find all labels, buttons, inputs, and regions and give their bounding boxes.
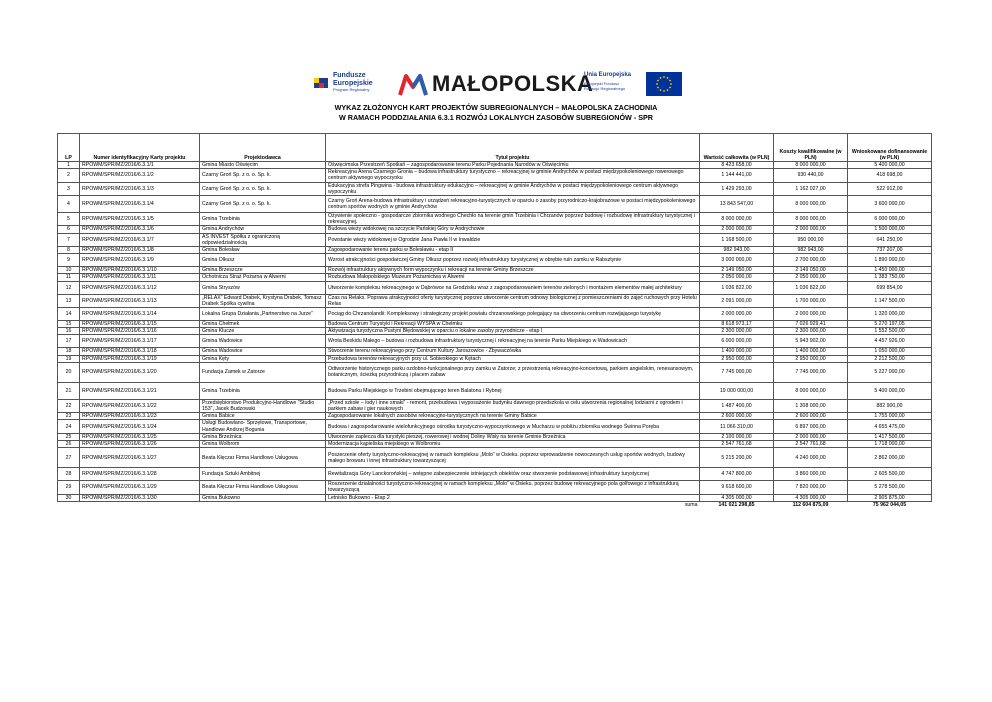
row-org: Gmina Brzeszcze xyxy=(200,267,326,274)
row-total: 6 000 000,00 xyxy=(700,335,774,348)
row-total: 1 036 822,00 xyxy=(700,281,774,294)
row-total: 5 215 200,00 xyxy=(700,448,774,468)
unia-europejska-logo xyxy=(584,70,684,98)
row-lp: 26 xyxy=(58,441,80,448)
table-row xyxy=(58,420,932,433)
row-id: RPOWM/SPR/MZ/2016/6.3.1/13 xyxy=(80,294,200,307)
row-id: RPOWM/SPR/MZ/2016/6.3.1/30 xyxy=(80,494,200,501)
row-org: Gmina Chełmek xyxy=(200,321,326,328)
row-eligible: 8 000 000,00 xyxy=(774,382,848,399)
row-total: 2 600 000,00 xyxy=(700,413,774,420)
row-title: Oświęcimska Przestrzeń Spotkań – zagospodarowanie terenu Parku Pojednania Narodów w Oświęcimiu xyxy=(326,162,700,169)
row-org: Gmina Wadowice xyxy=(200,348,326,355)
row-eligible: 2 700 000,00 xyxy=(774,254,848,267)
table-row xyxy=(58,494,932,501)
row-org: Lokalna Grupa Działania „Partnerstwo na Jurze” xyxy=(200,308,326,321)
row-org: Gmina Klucze xyxy=(200,328,326,335)
row-requested: 5 278 500,00 xyxy=(848,481,932,494)
row-title: Budowa i zagospodarowanie wielofunkcyjnego ośrodka turystyczno-wypoczynkowego w Mucharzu w pobliżu zbiornika wodnego Świnna Poręba xyxy=(326,420,700,433)
row-eligible: 2 950 000,00 xyxy=(774,355,848,362)
row-eligible: 930 440,00 xyxy=(774,169,848,182)
row-eligible: 2 300 000,00 xyxy=(774,328,848,335)
eu-star-icon xyxy=(669,80,671,82)
row-requested: 1 718 000,00 xyxy=(848,441,932,448)
row-org: Gmina Trzebinia xyxy=(200,382,326,399)
row-lp: 30 xyxy=(58,494,80,501)
row-lp: 12 xyxy=(58,281,80,294)
row-total: 2 950 000,00 xyxy=(700,355,774,362)
table-row xyxy=(58,328,932,335)
row-requested: 1 890 000,00 xyxy=(848,254,932,267)
row-eligible: 3 860 000,00 xyxy=(774,468,848,481)
row-requested: 1 417 500,00 xyxy=(848,433,932,440)
row-lp: 27 xyxy=(58,448,80,468)
table-row xyxy=(58,267,932,274)
malopolska-mark-icon xyxy=(398,73,428,97)
row-lp: 17 xyxy=(58,335,80,348)
row-total: 2 000 000,00 xyxy=(700,226,774,233)
row-lp: 1 xyxy=(58,162,80,169)
eu-star-icon xyxy=(669,87,671,89)
row-id: RPOWM/SPR/MZ/2016/6.3.1/2 xyxy=(80,169,200,182)
row-org: Gmina Wolbrom xyxy=(200,441,326,448)
row-eligible: 7 820 000,00 xyxy=(774,481,848,494)
ue-line2: Europejski Fundusz xyxy=(584,81,620,86)
row-lp: 22 xyxy=(58,399,80,412)
row-org: Gmina Miasto Oświęcim xyxy=(200,162,326,169)
row-id: RPOWM/SPR/MZ/2016/6.3.1/8 xyxy=(80,247,200,254)
row-total: 19 000 000,00 xyxy=(700,382,774,399)
eu-star-icon xyxy=(663,90,665,92)
row-id: RPOWM/SPR/MZ/2016/6.3.1/1 xyxy=(80,162,200,169)
row-requested: 1 552 500,00 xyxy=(848,328,932,335)
row-lp: 25 xyxy=(58,433,80,440)
row-requested: 1 320 000,00 xyxy=(848,308,932,321)
row-id: RPOWM/SPR/MZ/2016/6.3.1/4 xyxy=(80,196,200,213)
row-id: RPOWM/SPR/MZ/2016/6.3.1/26 xyxy=(80,441,200,448)
ue-line3: Rozwoju Regionalnego xyxy=(584,86,626,91)
header-lp: LP xyxy=(58,134,80,162)
row-eligible: 1 308 000,00 xyxy=(774,399,848,412)
title-line2: W RAMACH PODDZIAŁANIA 6.3.1 ROZWÓJ LOKALNYCH ZASOBÓW SUBREGIONÓW - SPR xyxy=(339,113,653,122)
row-id: RPOWM/SPR/MZ/2016/6.3.1/27 xyxy=(80,448,200,468)
table-row xyxy=(58,213,932,226)
malopolska-logo xyxy=(398,70,594,100)
sum-requested: 75 962 044,05 xyxy=(872,501,907,508)
row-eligible: 2 000 000,00 xyxy=(774,308,848,321)
row-lp: 15 xyxy=(58,321,80,328)
row-eligible: 2 547 761,68 xyxy=(774,441,848,448)
table-row xyxy=(58,399,932,412)
row-requested: 5 227 000,00 xyxy=(848,362,932,382)
row-id: RPOWM/SPR/MZ/2016/6.3.1/17 xyxy=(80,335,200,348)
table-row xyxy=(58,196,932,213)
row-org: Gmina Kęty xyxy=(200,355,326,362)
fe-flag-icon xyxy=(312,74,330,92)
row-requested: 3 600 000,00 xyxy=(848,196,932,213)
eu-star-icon xyxy=(660,89,662,91)
row-total: 2 149 050,00 xyxy=(700,267,774,274)
row-title: Stworzenie terenu rekreacyjnego przy Centrum Kultury Jaroszowice - Zbywaczówka xyxy=(326,348,700,355)
row-title: Utworzenie kompleksu rekreacyjnego w Dąbrówce na Grodzisku wraz z zagospodarowaniem terenów zielonych i montażem elementów małej architektury xyxy=(326,281,700,294)
row-eligible: 2 600 000,00 xyxy=(774,413,848,420)
row-total: 2 091 000,00 xyxy=(700,294,774,307)
table-row xyxy=(58,413,932,420)
row-title: Budowa Parku Miejskiego w Trzebini obejmującego teren Balatonu i Rybnej xyxy=(326,382,700,399)
row-title: Roszerzenie działalności turystyczno-rekreacyjnej w ramach kompleksu „Molo” w Osieku. poprzez budowę rekreacyjnego pola golfowego z infrastrukturą towarzyszącą xyxy=(326,481,700,494)
fe-line1: Fundusze xyxy=(333,72,366,79)
row-id: RPOWM/SPR/MZ/2016/6.3.1/21 xyxy=(80,382,200,399)
row-total: 2 100 000,00 xyxy=(700,433,774,440)
row-title: Poszerzenie oferty turystyczno-rekreacyjnej w ramach kompleksu „Molo” w Osieku. poprzez wprowadzenie nowoczesnych usług sportów wodnych, budowy małego browaru i innej infrastruktury towarzyszącej xyxy=(326,448,700,468)
row-title: Zagospodarowanie lokalnych zasobów rekreacyjno-turystycznych na terenie Gminy Babice xyxy=(326,413,700,420)
row-lp: 3 xyxy=(58,182,80,195)
row-org: Czarny Groń Sp. z o. o. Sp. k. xyxy=(200,196,326,213)
row-org: Gmina Brzeźnica xyxy=(200,433,326,440)
row-eligible: 1 036 822,00 xyxy=(774,281,848,294)
row-title: Czarny Groń Arena-budowa infrastruktury i urządzeń rekreacyjno-turystycznych w oparciu o zasoby przyrodniczo-krajobrazowe w postaci międzypokoleniowego centrum sportów wodnych w gminie Andrychów xyxy=(326,196,700,213)
row-total: 13 843 547,00 xyxy=(700,196,774,213)
row-eligible: 8 000 000,00 xyxy=(774,213,848,226)
table-row xyxy=(58,448,932,468)
row-eligible: 1 400 000,00 xyxy=(774,348,848,355)
row-title: Czas na Relaks. Poprawa atrakcyjności oferty turystycznej poprzez utworzenie centrum odnowy biologicznej z pomieszczeniami do zajęć ruchowych przy Hotelu Relax xyxy=(326,294,700,307)
table-row xyxy=(58,348,932,355)
row-requested: 641 250,00 xyxy=(848,233,932,246)
row-eligible: 7 745 000,00 xyxy=(774,362,848,382)
row-requested: 6 000 000,00 xyxy=(848,213,932,226)
row-requested: 4 655 475,00 xyxy=(848,420,932,433)
table-row xyxy=(58,481,932,494)
row-id: RPOWM/SPR/MZ/2016/6.3.1/14 xyxy=(80,308,200,321)
eu-star-icon xyxy=(663,76,665,78)
eu-star-icon xyxy=(667,89,669,91)
row-eligible: 2 000 000,00 xyxy=(774,433,848,440)
table-header-row xyxy=(58,134,932,162)
row-id: RPOWM/SPR/MZ/2016/6.3.1/11 xyxy=(80,274,200,281)
row-total: 8 423 658,00 xyxy=(700,162,774,169)
row-eligible: 1 162 027,00 xyxy=(774,182,848,195)
row-eligible: 4 305 000,00 xyxy=(774,494,848,501)
row-org: AS INVEST Spółka z ograniczoną odpowiedzialnością xyxy=(200,233,326,246)
table-row xyxy=(58,162,932,169)
row-title: „Przed szkołe – lody i inne smaki” - remont, przebudowa i wyposażenie budynku dawnego przedszkola w celu utworzenia regionalnej lodziarni z ogrodem i parkiem zabaw i gier naukowych xyxy=(326,399,700,412)
row-requested: 522 912,00 xyxy=(848,182,932,195)
row-org: Gmina Bolesław xyxy=(200,247,326,254)
table-row xyxy=(58,308,932,321)
projects-table xyxy=(57,133,932,508)
row-lp: 4 xyxy=(58,196,80,213)
row-lp: 28 xyxy=(58,468,80,481)
row-total: 2 300 000,00 xyxy=(700,328,774,335)
row-org: Gmina Andrychów xyxy=(200,226,326,233)
header-title: Tytuł projektu xyxy=(326,134,700,162)
row-lp: 7 xyxy=(58,233,80,246)
sum-total: 141 021 298,85 xyxy=(718,501,755,508)
row-lp: 8 xyxy=(58,247,80,254)
row-eligible: 6 897 000,00 xyxy=(774,420,848,433)
ue-line1: Unia Europejska xyxy=(584,72,632,78)
row-total: 7 745 000,00 xyxy=(700,362,774,382)
row-lp: 23 xyxy=(58,413,80,420)
row-org: Beata Kłęczar Firma Handlowo Usługowa xyxy=(200,481,326,494)
row-id: RPOWM/SPR/MZ/2016/6.3.1/10 xyxy=(80,267,200,274)
eu-star-icon xyxy=(670,83,672,85)
row-title: Pociąg do Chrzanolandii: Kompleksowy i strategiczny projekt powiatu chrzanowskiego polegający na utworzeniu centrum rozwijającego turystykę xyxy=(326,308,700,321)
row-eligible: 4 240 000,00 xyxy=(774,448,848,468)
row-org: Gmina Bukowno xyxy=(200,494,326,501)
row-id: RPOWM/SPR/MZ/2016/6.3.1/16 xyxy=(80,328,200,335)
table-row xyxy=(58,169,932,182)
row-id: RPOWM/SPR/MZ/2016/6.3.1/19 xyxy=(80,355,200,362)
row-org: Gmina Babice xyxy=(200,413,326,420)
row-lp: 16 xyxy=(58,328,80,335)
row-org: „RELAX” Edward Drabek, Krystyna Drabek, Tomasz Drabek Spółka cywilna xyxy=(200,294,326,307)
document-title xyxy=(0,103,992,123)
row-org: Fundacja Sztuki Ambitnej xyxy=(200,468,326,481)
row-requested: 5 270 197,05 xyxy=(848,321,932,328)
row-org: Beata Kłęczar Firma Handlowo Usługowa xyxy=(200,448,326,468)
table-row xyxy=(58,182,932,195)
row-eligible: 950 000,00 xyxy=(774,233,848,246)
table-row xyxy=(58,226,932,233)
row-org: Usługi Budowlano- Sprzętowe, Transportowe, Handlowe Andrzej Bogunia xyxy=(200,420,326,433)
row-total: 2 547 761,68 xyxy=(700,441,774,448)
row-title: Rekreacyjna Arena Czarnego Gronia – budowa infrastruktury turystyczno – rekreacyjnej w gminie Andrychów w postaci międzypokoleniowego rowerowego centrum aktywnego wypoczynku xyxy=(326,169,700,182)
row-title: Odtworzenie historycznego parku ozdobno-funkcjonalnego przy zamku w Zatorze; z przestrzenią rekreacyjno-koncertową, parkiem angielskim, renesansowym, botanicznym, ścieżką przyrodniczą i placem zabaw xyxy=(326,362,700,382)
row-requested: 2 905 875,00 xyxy=(848,494,932,501)
row-id: RPOWM/SPR/MZ/2016/6.3.1/7 xyxy=(80,233,200,246)
row-title: Rewitalizacja Góry Lanckorońskiej – wstępne zabezpieczenie istniejących obiektów oraz stworzenie podstawowej infrastruktury turystycznej xyxy=(326,468,700,481)
row-requested: 4 457 926,00 xyxy=(848,335,932,348)
row-requested: 2 605 500,00 xyxy=(848,468,932,481)
row-lp: 5 xyxy=(58,213,80,226)
row-eligible: 2 149 050,00 xyxy=(774,267,848,274)
row-requested: 1 500 000,00 xyxy=(848,226,932,233)
row-id: RPOWM/SPR/MZ/2016/6.3.1/15 xyxy=(80,321,200,328)
row-total: 8 000 000,00 xyxy=(700,213,774,226)
row-org: Gmina Stryszów xyxy=(200,281,326,294)
table-row xyxy=(58,281,932,294)
row-lp: 14 xyxy=(58,308,80,321)
table-row xyxy=(58,247,932,254)
row-org: Fundacja Zamek w Zatorze xyxy=(200,362,326,382)
row-requested: 5 400 000,00 xyxy=(848,382,932,399)
table-row xyxy=(58,254,932,267)
row-requested: 699 854,00 xyxy=(848,281,932,294)
row-title: Budowa Centrum Turystyki i Rekreacji WYSPA w Chełmku xyxy=(326,321,700,328)
row-eligible: 2 050 000,00 xyxy=(774,274,848,281)
row-eligible: 982 943,00 xyxy=(774,247,848,254)
fe-line2: Europejskie xyxy=(333,80,373,87)
row-total: 4 747 800,00 xyxy=(700,468,774,481)
row-title: Edukacyjna strefa Pingwina - budowa infrastruktury edukacyjno – rekreacyjnej w gminie Andrychów w postaci międzypokoleniowego centrum aktywnego wypoczynku xyxy=(326,182,700,195)
table-row xyxy=(58,382,932,399)
row-eligible: 7 026 929,41 xyxy=(774,321,848,328)
row-total: 9 618 600,00 xyxy=(700,481,774,494)
row-total: 1 429 293,00 xyxy=(700,182,774,195)
row-org: Gmina Olkusz xyxy=(200,254,326,267)
row-lp: 18 xyxy=(58,348,80,355)
row-requested: 2 212 500,00 xyxy=(848,355,932,362)
row-lp: 6 xyxy=(58,226,80,233)
row-requested: 2 862 000,00 xyxy=(848,448,932,468)
table-row xyxy=(58,321,932,328)
eu-star-icon xyxy=(657,87,659,89)
eu-star-icon xyxy=(667,77,669,79)
malopolska-wordmark: MAŁOPOLSKA xyxy=(432,71,594,96)
row-org: Czarny Groń Sp. z o. o. Sp. k. xyxy=(200,182,326,195)
table-row xyxy=(58,355,932,362)
row-total: 1 400 000,00 xyxy=(700,348,774,355)
row-requested: 1 383 750,00 xyxy=(848,274,932,281)
fe-line3: Program Regionalny xyxy=(333,87,370,92)
row-title: Rozwój infrastruktury aktywnych form wypoczynku i rekreacji na terenie Gminy Brzeszcze xyxy=(326,267,700,274)
sum-label: suma xyxy=(684,501,698,508)
row-id: RPOWM/SPR/MZ/2016/6.3.1/12 xyxy=(80,281,200,294)
row-total: 11 066 310,00 xyxy=(700,420,774,433)
row-requested: 1 450 000,00 xyxy=(848,267,932,274)
row-title: Budowa wieży widokowej na szczycie Pańskiej Góry w Andrychowie xyxy=(326,226,700,233)
row-title: Modernizacja kąpieliska miejskiego w Wolbromiu xyxy=(326,441,700,448)
row-lp: 20 xyxy=(58,362,80,382)
eu-star-icon xyxy=(656,83,658,85)
row-eligible: 2 000 000,00 xyxy=(774,226,848,233)
row-eligible: 8 000 000,00 xyxy=(774,196,848,213)
row-lp: 9 xyxy=(58,254,80,267)
row-title: Rozbudowa Małopolskiego Muzeum Pożarnictwa w Alwerni xyxy=(326,274,700,281)
logo-bar xyxy=(0,66,992,102)
table-row xyxy=(58,294,932,307)
row-title: Aktywizacja turystyczna Pustyni Błędowskiej w oparciu o lokalne zasoby przyrodnicze - etap I xyxy=(326,328,700,335)
row-id: RPOWM/SPR/MZ/2016/6.3.1/6 xyxy=(80,226,200,233)
header-id: Numer identyfikacyjny Karty projektu xyxy=(80,134,200,162)
sum-eligible: 112 604 875,09 xyxy=(792,501,829,508)
row-title: Przebudowa terenów rekreacyjnych przy ul. Sobieskiego w Kętach xyxy=(326,355,700,362)
header-org: Projektodawca xyxy=(200,134,326,162)
row-id: RPOWM/SPR/MZ/2016/6.3.1/3 xyxy=(80,182,200,195)
row-title: Utworzenie zaplecza dla turystyki pieszej, rowerowej i wodnej Doliny Wisły na terenie Gminie Brzeźnica xyxy=(326,433,700,440)
table-row xyxy=(58,335,932,348)
row-id: RPOWM/SPR/MZ/2016/6.3.1/20 xyxy=(80,362,200,382)
row-id: RPOWM/SPR/MZ/2016/6.3.1/18 xyxy=(80,348,200,355)
row-lp: 2 xyxy=(58,169,80,182)
row-total: 2 000 000,00 xyxy=(700,308,774,321)
row-total: 1 168 500,00 xyxy=(700,233,774,246)
table-row xyxy=(58,441,932,448)
row-total: 2 050 000,00 xyxy=(700,274,774,281)
row-total: 8 618 973,17 xyxy=(700,321,774,328)
row-lp: 21 xyxy=(58,382,80,399)
row-lp: 13 xyxy=(58,294,80,307)
row-title: Ożywienie społeczno - gospodarcze zbiornika wodnego Chechło na terenie gmin Trzebinia i Chrzanów poprzez budowę i rozbudowę infrastruktury turystycznej i rekreacyjnej. xyxy=(326,213,700,226)
row-id: RPOWM/SPR/MZ/2016/6.3.1/25 xyxy=(80,433,200,440)
eu-flag-icon xyxy=(646,72,682,96)
row-org: Przedsiębiorstwo Produkcyjno-Handlowe "Studio 153", Jacek Budzowski xyxy=(200,399,326,412)
row-title: Zagospodarowanie terenu parku w Bolesławiu - etap II xyxy=(326,247,700,254)
row-lp: 29 xyxy=(58,481,80,494)
row-title: Powstanie wieży widokowej w Ogrodzie Jana Pawła II w Inwałdzie xyxy=(326,233,700,246)
row-requested: 418 698,00 xyxy=(848,169,932,182)
row-org: Czarny Groń Sp. z o. o. Sp. k. xyxy=(200,169,326,182)
table-row xyxy=(58,468,932,481)
row-org: Ochotnicza Straż Pożarna w Alwerni xyxy=(200,274,326,281)
row-total: 982 943,00 xyxy=(700,247,774,254)
row-requested: 737 207,00 xyxy=(848,247,932,254)
table-row xyxy=(58,362,932,382)
eu-star-icon xyxy=(657,80,659,82)
row-total: 1 144 441,00 xyxy=(700,169,774,182)
header-total: Wartość całkowita (w PLN) xyxy=(700,134,774,162)
table-row xyxy=(58,274,932,281)
row-total: 1 487 400,00 xyxy=(700,399,774,412)
header-eligible: Koszty kwalifikowalne (w PLN) xyxy=(774,134,848,162)
row-id: RPOWM/SPR/MZ/2016/6.3.1/22 xyxy=(80,399,200,412)
sum-row xyxy=(58,501,932,508)
row-lp: 19 xyxy=(58,355,80,362)
row-requested: 1 050 000,00 xyxy=(848,348,932,355)
row-id: RPOWM/SPR/MZ/2016/6.3.1/24 xyxy=(80,420,200,433)
row-requested: 1 755 000,00 xyxy=(848,413,932,420)
fundusze-europejskie-logo xyxy=(312,70,386,98)
row-title: Letnisko Bukowno - Etap 2 xyxy=(326,494,700,501)
row-id: RPOWM/SPR/MZ/2016/6.3.1/29 xyxy=(80,481,200,494)
row-lp: 11 xyxy=(58,274,80,281)
row-id: RPOWM/SPR/MZ/2016/6.3.1/28 xyxy=(80,468,200,481)
row-title: Wzrost atrakcyjności gospodarczej Gminy Olkusz poprzez rozwój infrastruktury turystycznej w obrębie ruin zamku w Rabsztynie xyxy=(326,254,700,267)
row-lp: 24 xyxy=(58,420,80,433)
row-id: RPOWM/SPR/MZ/2016/6.3.1/23 xyxy=(80,413,200,420)
row-org: Gmina Wadowice xyxy=(200,335,326,348)
table-row xyxy=(58,233,932,246)
row-id: RPOWM/SPR/MZ/2016/6.3.1/9 xyxy=(80,254,200,267)
row-eligible: 1 700 000,00 xyxy=(774,294,848,307)
row-id: RPOWM/SPR/MZ/2016/6.3.1/5 xyxy=(80,213,200,226)
row-total: 3 000 000,00 xyxy=(700,254,774,267)
eu-star-icon xyxy=(660,77,662,79)
row-requested: 1 147 500,00 xyxy=(848,294,932,307)
row-total: 4 305 000,00 xyxy=(700,494,774,501)
title-line1: WYKAZ ZŁOŻONYCH KART PROJEKTÓW SUBREGIONALNYCH – MAŁOPOLSKA ZACHODNIA xyxy=(334,103,658,112)
row-lp: 10 xyxy=(58,267,80,274)
row-eligible: 8 000 000,00 xyxy=(774,162,848,169)
header-requested: Wnioskowane dofinansowanie (w PLN) xyxy=(848,134,932,162)
table-row xyxy=(58,433,932,440)
row-org: Gmina Trzebinia xyxy=(200,213,326,226)
row-eligible: 5 943 902,00 xyxy=(774,335,848,348)
row-requested: 5 400 000,00 xyxy=(848,162,932,169)
row-requested: 882 900,00 xyxy=(848,399,932,412)
row-title: Wrota Beskidu Małego – budowa i rozbudowa infrastruktury turystycznej i rekreacyjnej na terenie Parku Miejskiego w Wadowicach xyxy=(326,335,700,348)
